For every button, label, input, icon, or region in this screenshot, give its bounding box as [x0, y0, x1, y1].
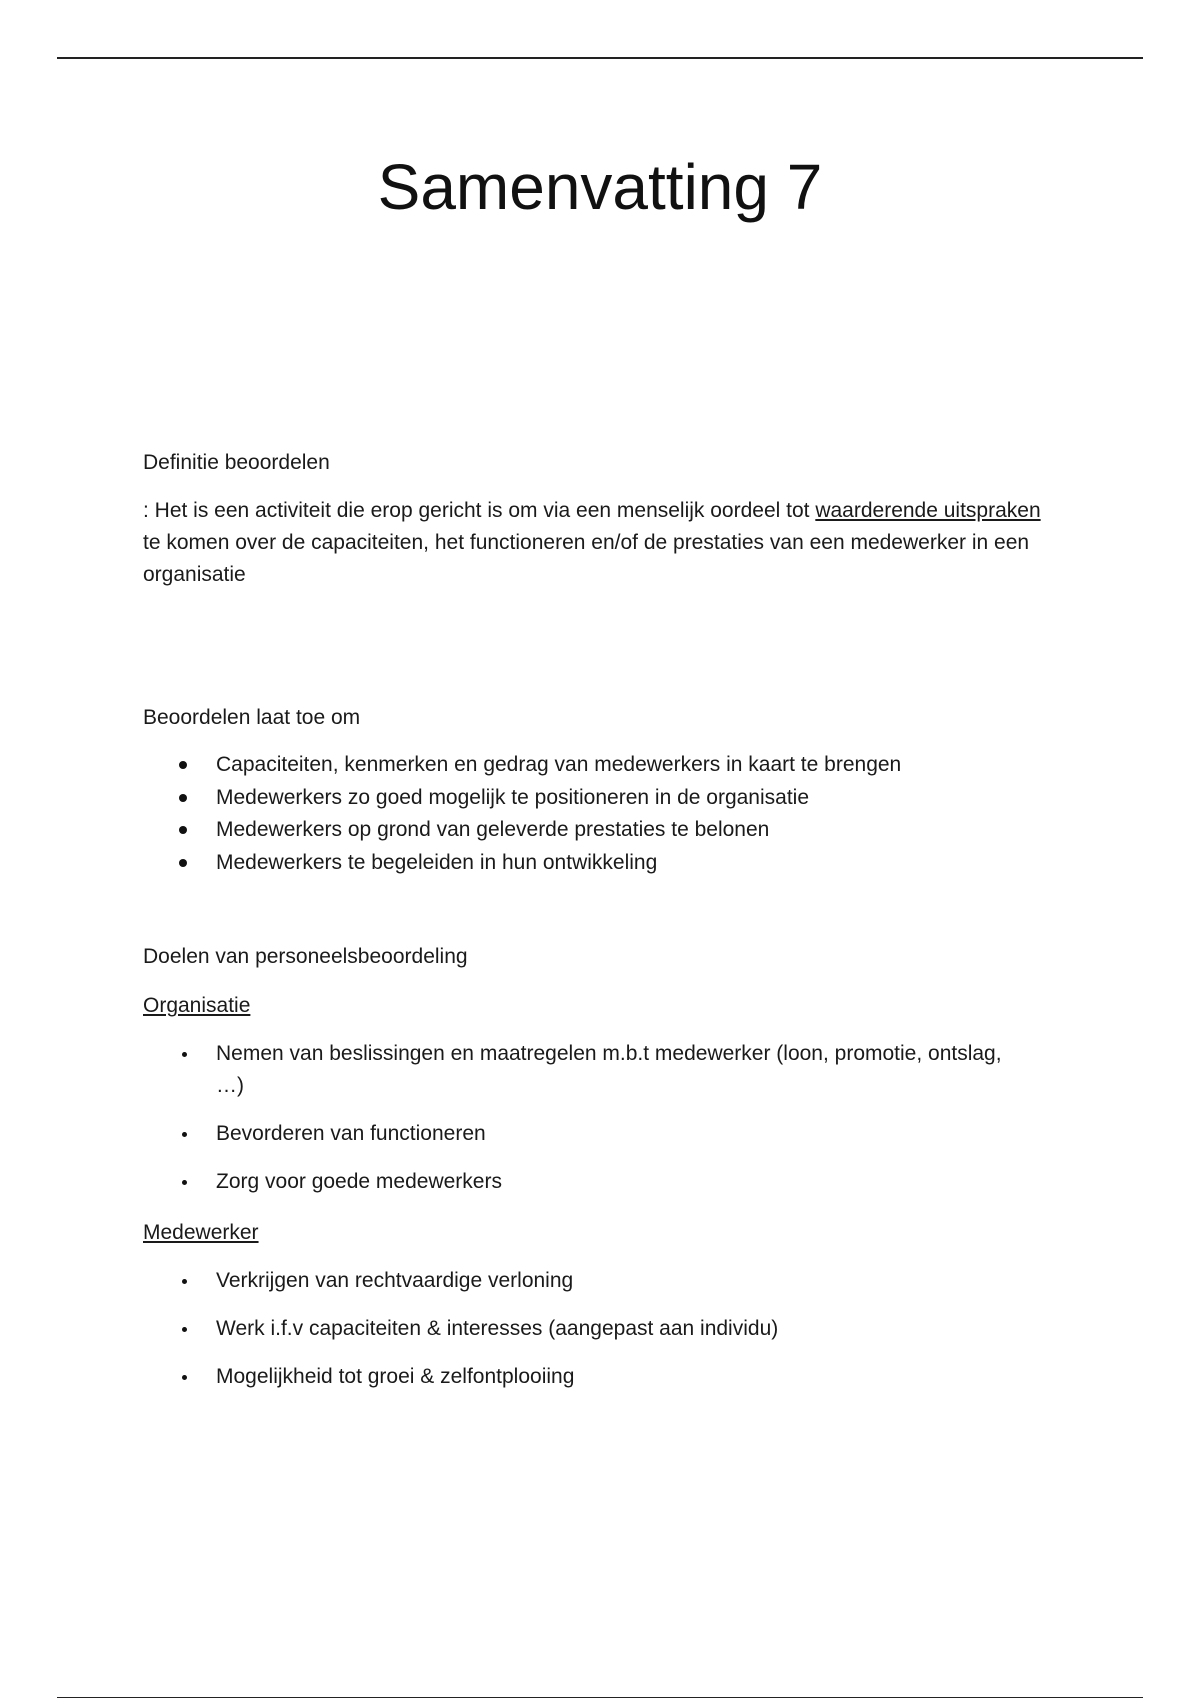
allows-heading: Beoordelen laat toe om — [143, 706, 361, 729]
organisation-heading: Organisatie — [143, 994, 251, 1017]
bullet-icon — [182, 1180, 187, 1185]
list-item: Bevorderen van functioneren — [143, 1118, 1023, 1150]
definition-suffix: te komen over de capaciteiten, het functioneren en/of de prestaties van een medewerker in een organisatie — [143, 531, 1030, 586]
bullet-icon — [179, 794, 187, 802]
page-title: Samenvatting 7 — [377, 151, 823, 223]
header-rule — [57, 57, 1143, 59]
list-item: Medewerkers zo goed mogelijk te positioneren in de organisatie — [143, 782, 901, 815]
definition-prefix: : Het is een activiteit die erop gericht is om via een menselijk oordeel tot — [143, 499, 816, 522]
bullet-icon — [182, 1052, 187, 1057]
list-item: Mogelijkheid tot groei & zelfontplooiing — [143, 1361, 1023, 1393]
organisation-list — [143, 1038, 1023, 1214]
list-item: Medewerkers te begeleiden in hun ontwikkeling — [143, 847, 901, 880]
list-item: Zorg voor goede medewerkers — [143, 1166, 1023, 1198]
list-item: Werk i.f.v capaciteiten & interesses (aangepast aan individu) — [143, 1313, 1023, 1345]
list-item: Capaciteiten, kenmerken en gedrag van medewerkers in kaart te brengen — [143, 749, 901, 782]
list-item: Nemen van beslissingen en maatregelen m.b.t medewerker (loon, promotie, ontslag, …) — [143, 1038, 1023, 1102]
bullet-icon — [179, 859, 187, 867]
allows-list — [143, 749, 901, 879]
definition-underlined: waarderende uitspraken — [815, 499, 1041, 522]
list-item: Verkrijgen van rechtvaardige verloning — [143, 1265, 1023, 1297]
employee-heading: Medewerker — [143, 1221, 259, 1244]
bullet-icon — [182, 1327, 187, 1332]
bullet-icon — [182, 1375, 187, 1380]
definition-text — [143, 495, 1043, 591]
bullet-icon — [182, 1279, 187, 1284]
bullet-icon — [179, 761, 187, 769]
bullet-icon — [182, 1132, 187, 1137]
definition-heading: Definitie beoordelen — [143, 451, 330, 474]
list-item: Medewerkers op grond van geleverde prestaties te belonen — [143, 814, 901, 847]
employee-list — [143, 1265, 1023, 1409]
bullet-icon — [179, 826, 187, 834]
footer-rule — [57, 1697, 1143, 1698]
goals-heading: Doelen van personeelsbeoordeling — [143, 945, 468, 968]
